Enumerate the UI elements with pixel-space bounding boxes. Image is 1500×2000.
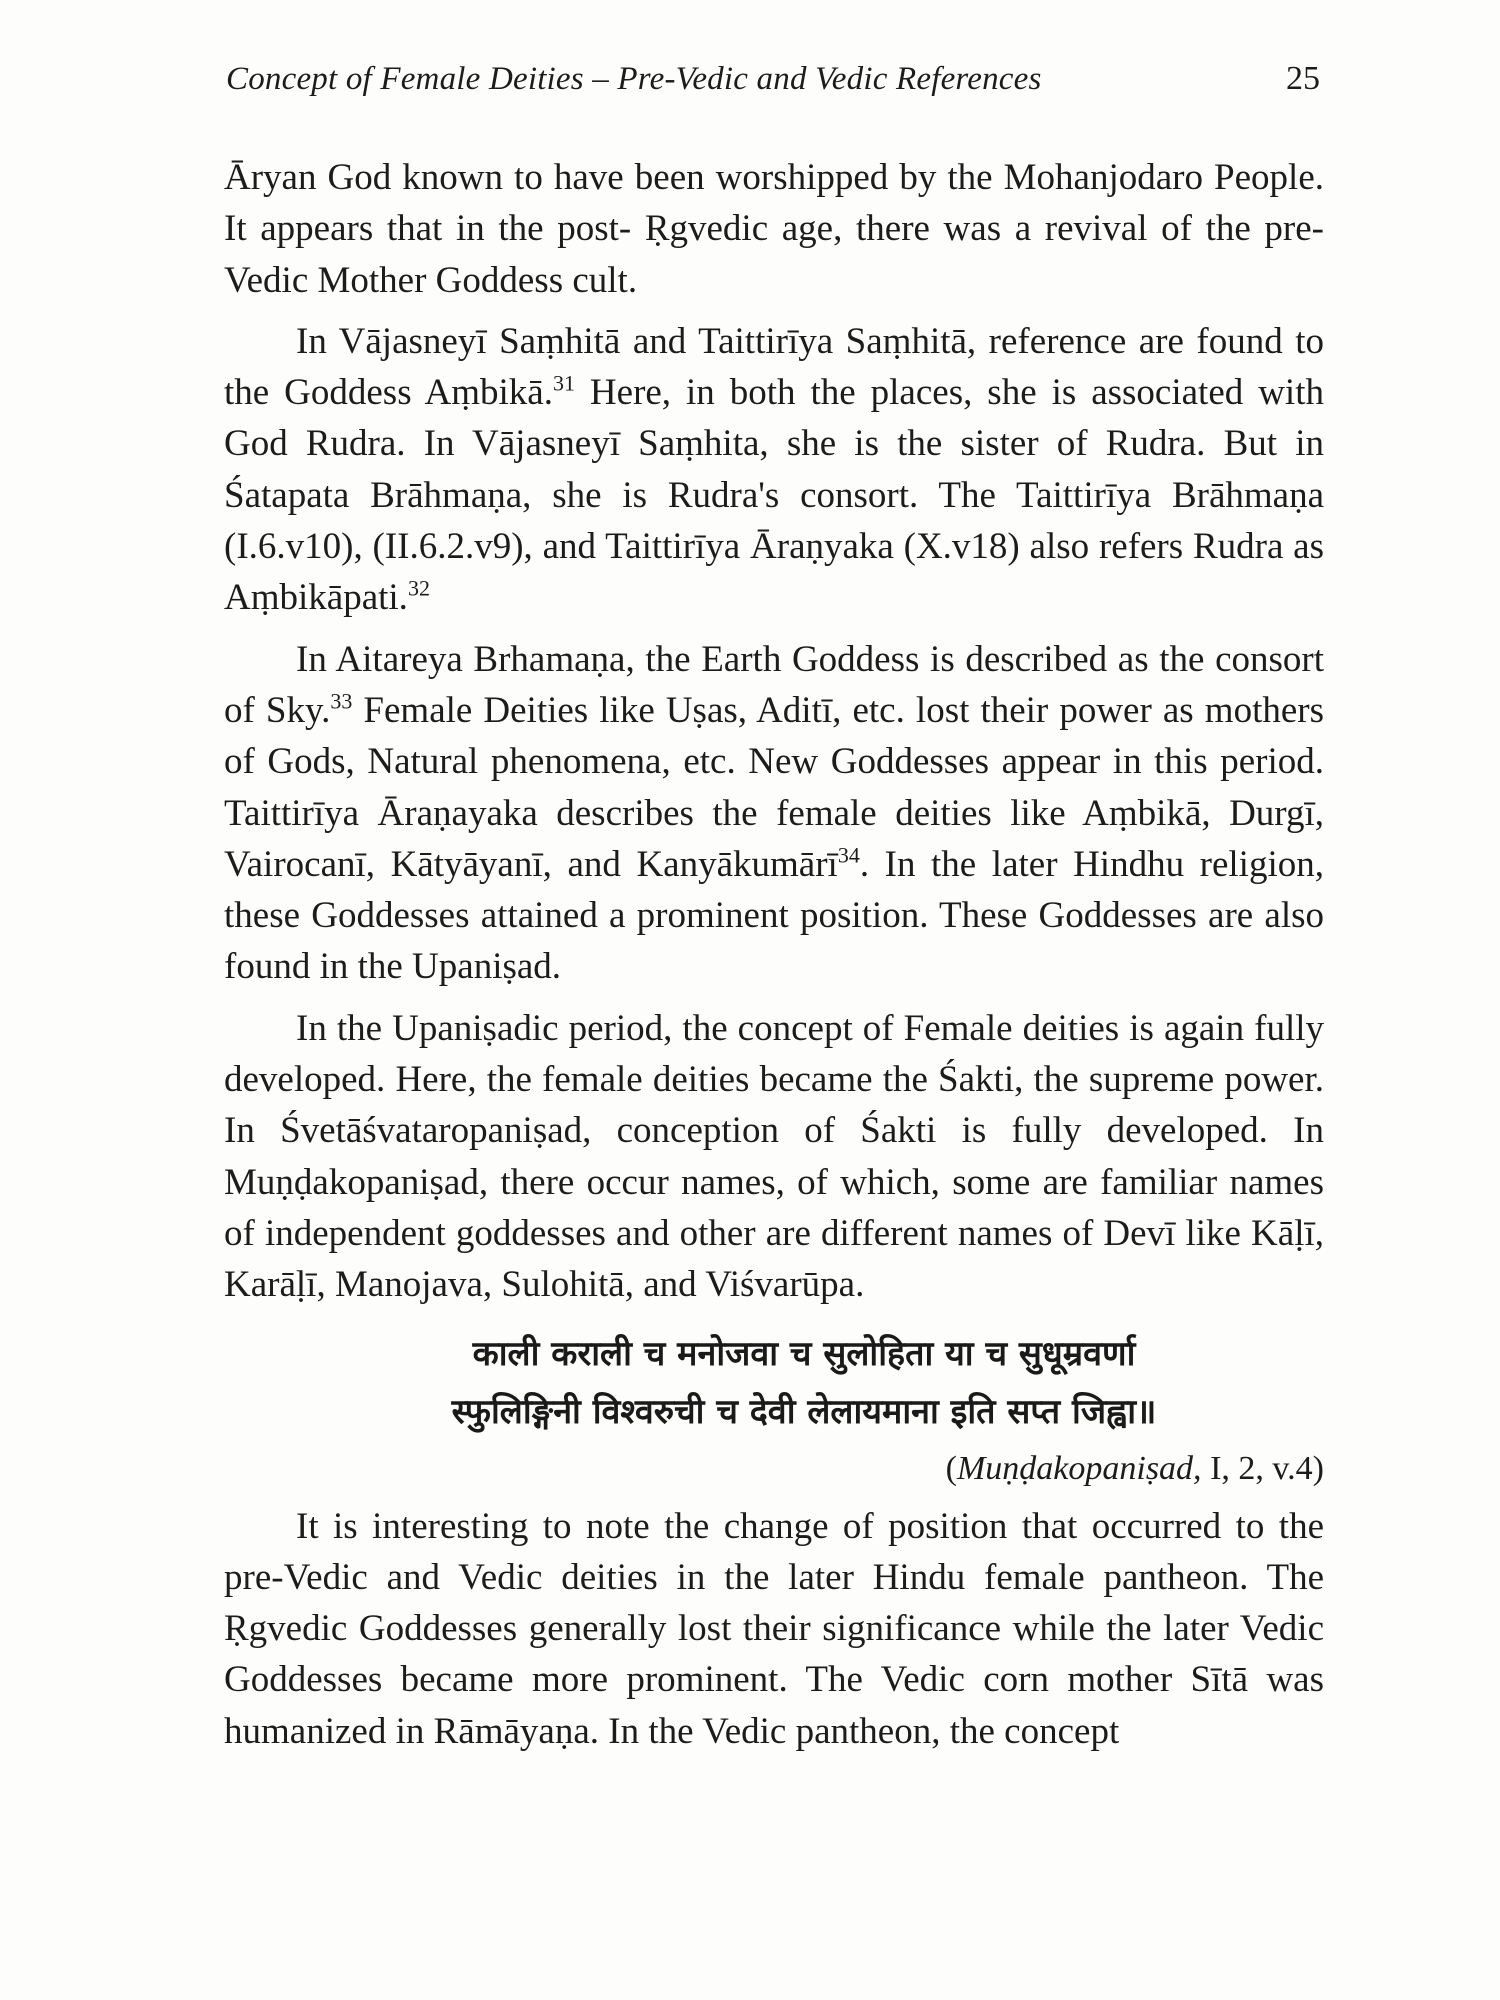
running-head <box>226 54 1320 104</box>
footnote-ref-34: 34 <box>837 842 860 868</box>
paragraph-closing <box>224 1501 1324 1757</box>
running-title: Concept of Female Deities – Pre-Vedic and Vedic References <box>226 60 1042 97</box>
citation-ref: I, 2, v.4) <box>1201 1449 1324 1487</box>
paragraph-text: Female Deities like Uṣas, Aditī, etc. lost their power as mothers of Gods, Natural phenomena, etc. New Goddesses appear in this period. Taittirīya Āraṇayaka describes the female deities like Aṃbikā, Durgī, Vairocanī, Kātyāyanī, and Kanyākumārī <box>224 689 1324 885</box>
paragraph-text: It is interesting to note the change of position that occurred to the pre-Vedic and Vedic deities in the later Hindu female pantheon. The Ṛgvedic Goddesses generally lost their significance while the later Vedic Goddesses became more prominent. The Vedic corn mother Sītā was humanized in Rāmāyaṇa. In the Vedic pantheon, the concept <box>224 1505 1324 1752</box>
paragraph-aitareya <box>224 634 1324 993</box>
citation-open: ( <box>945 1449 957 1487</box>
citation-work: Muṇḍakopaniṣad, <box>956 1449 1202 1487</box>
footnote-ref-31: 31 <box>552 370 575 396</box>
paragraph-vajasneyi <box>224 316 1324 624</box>
sanskrit-verse <box>224 1325 1324 1441</box>
paragraph-text: . In the later Hindhu religion, these Goddesses attained a prominent position. These Goddesses are also found in the Upaniṣad. <box>224 843 1324 988</box>
paragraph-text: Āryan God known to have been worshipped by the Mohanjodaro People. It appears that in the post- Ṛgvedic age, there was a revival of the pre-Vedic Mother Goddess cult. <box>224 157 1324 301</box>
paragraph-text: Here, in both the places, she is associated with God Rudra. In Vājasneyī Saṃhita, she is the sister of Rudra. But in Śatapata Brāhmaṇa, she is Rudra's consort. The Taittirīya Brāhmaṇa (I.6.v10), (II.6.2.v9), and Taittirīya Āraṇyaka (X.v18) also refers Rudra as Aṃbikāpati. <box>224 372 1324 619</box>
footnote-ref-32: 32 <box>407 576 430 602</box>
footnote-ref-33: 33 <box>330 688 353 714</box>
page-number: 25 <box>1286 60 1320 97</box>
page-body <box>224 152 1324 1757</box>
paragraph-text: In the Upaniṣadic period, the concept of Female deities is again fully developed. Here, the female deities became the Śakti, the supreme power. In Śvetāśvataropaniṣad, conception of Śakti is fully developed. In Muṇḍakopaniṣad, there occur names, of which, some are familiar names of independent goddesses and other are different names of Devī like Kāḷī, Karāḷī, Manojava, Sulohitā, and Viśvarūpa. <box>224 1007 1324 1306</box>
paragraph-text: In Vājasneyī Saṃhitā and Taittirīya Saṃhitā, reference are found to the Goddess Aṃbikā. <box>224 320 1324 414</box>
paragraph-text: In Aitareya Brhamaṇa, the Earth Goddess is described as the consort of Sky. <box>224 638 1324 731</box>
paragraph-aryan-god <box>224 152 1324 306</box>
paragraph-upanisadic <box>224 1003 1324 1311</box>
sanskrit-line-2: स्फुलिङ्गिनी विश्वरुची च देवी लेलायमाना इति सप्त जिह्वा॥ <box>451 1391 1157 1432</box>
verse-citation <box>224 1445 1324 1493</box>
sanskrit-line-1: काली कराली च मनोजवा च सुलोहिता या च सुधूम्रवर्णा <box>472 1333 1136 1374</box>
